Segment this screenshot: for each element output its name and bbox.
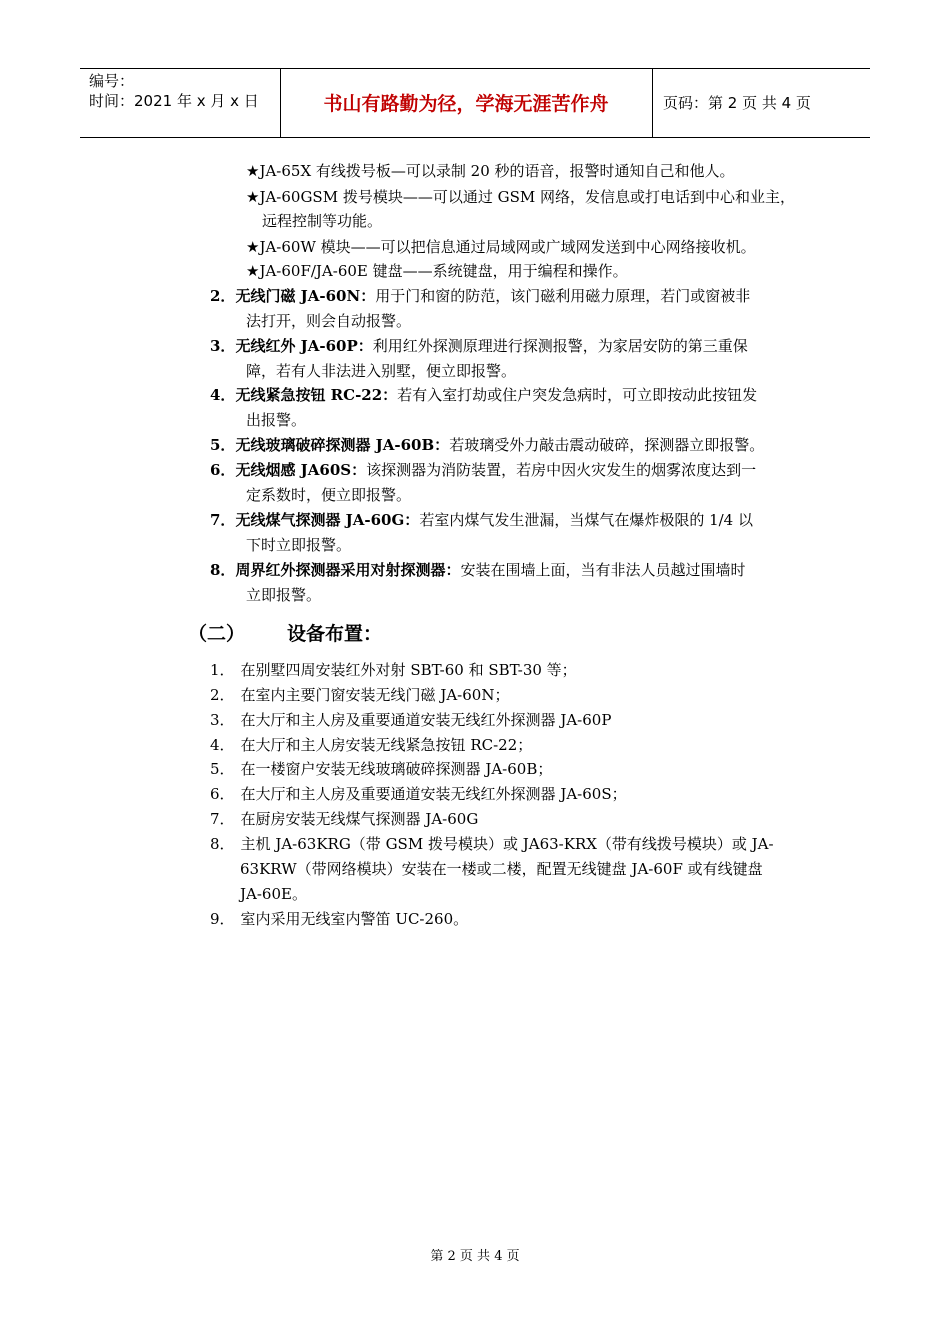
layout-number: 5．	[210, 760, 235, 778]
section-heading	[188, 620, 382, 648]
item-text-cont: 出报警。	[246, 411, 307, 429]
item-text: 用于门和窗的防范，该门磁利用磁力原理，若门或窗被非	[375, 287, 751, 305]
item-title: 无线门磁 JA-60N：	[235, 287, 376, 305]
layout-text: 在大厅和主人房安装无线紧急按钮 RC-22；	[240, 736, 533, 754]
page-footer: 第 2 页 共 4 页	[430, 1249, 520, 1264]
layout-item	[210, 758, 552, 780]
item-title: 无线烟感 JA60S：	[235, 461, 367, 479]
layout-item	[210, 659, 577, 681]
layout-item	[210, 833, 774, 855]
header-motto: 书山有路勤为径，学海无涯苦作舟	[323, 93, 609, 115]
layout-item	[210, 684, 509, 706]
layout-number: 7．	[210, 810, 235, 828]
item-number: 3．	[210, 337, 236, 355]
module-line: ★JA-65X 有线拨号板—可以录制 20 秒的语音，报警时通知自己和他人。	[246, 162, 735, 180]
item-text: 利用红外探测原理进行探测报警，为家居安防的第三重保	[372, 337, 748, 355]
list-item	[210, 434, 764, 456]
module-line: ★JA-60W 模块——可以把信息通过局域网或广域网发送到中心网络接收机。	[246, 238, 756, 256]
number-label: 编号：	[89, 72, 135, 90]
layout-item	[210, 808, 478, 830]
item-number: 2．	[210, 287, 236, 305]
layout-item	[210, 734, 532, 756]
item-number: 4．	[210, 386, 236, 404]
layout-item	[210, 783, 627, 805]
item-title: 无线煤气探测器 JA-60G：	[235, 511, 420, 529]
layout-number: 8．	[210, 835, 235, 853]
section-number: （二）	[188, 623, 246, 645]
layout-text: 在大厅和主人房及重要通道安装无线红外探测器 JA-60S；	[240, 785, 627, 803]
section-title: 设备布置：	[287, 623, 383, 645]
layout-number: 9．	[210, 910, 235, 928]
item-text-cont: 定系数时，便立即报警。	[246, 486, 412, 504]
list-item	[210, 335, 748, 357]
module-line: ★JA-60GSM 拨号模块——可以通过 GSM 网络，发信息或打电话到中心和业主，	[246, 188, 795, 206]
item-text: 若有入室打劫或住户突发急病时，可立即按动此按钮发	[397, 386, 758, 404]
layout-number: 2．	[210, 686, 235, 704]
list-item	[210, 559, 745, 581]
layout-text: 主机 JA-63KRG（带 GSM 拨号模块）或 JA63-KRX（带有线拨号模块）或 JA-	[240, 835, 774, 853]
layout-item	[210, 709, 611, 731]
item-text-cont: 法打开，则会自动报警。	[246, 312, 412, 330]
item-title: 周界红外探测器采用对射探测器：	[235, 561, 461, 579]
layout-text: 在别墅四周安装红外对射 SBT-60 和 SBT-30 等；	[240, 661, 577, 679]
item-number: 6．	[210, 461, 236, 479]
header-page-label: 页码：第 2 页 共 4 页	[663, 94, 811, 112]
item-title: 无线玻璃破碎探测器 JA-60B：	[235, 436, 450, 454]
layout-text: 在大厅和主人房及重要通道安装无线红外探测器 JA-60P	[240, 711, 612, 729]
item-text: 该探测器为消防装置，若房中因火灾发生的烟雾浓度达到一	[366, 461, 757, 479]
layout-text: 在一楼窗户安装无线玻璃破碎探测器 JA-60B；	[240, 760, 553, 778]
layout-number: 4．	[210, 736, 235, 754]
layout-text: 在厨房安装无线煤气探测器 JA-60G	[240, 810, 479, 828]
item-text: 安装在围墙上面，当有非法人员越过围墙时	[460, 561, 746, 579]
item-text: 若室内煤气发生泄漏，当煤气在爆炸极限的 1/4 以	[419, 511, 753, 529]
layout-item	[210, 908, 468, 930]
module-line: 远程控制等功能。	[262, 212, 383, 230]
layout-number: 6．	[210, 785, 235, 803]
item-text-cont: 立即报警。	[246, 586, 322, 604]
item-text-cont: 下时立即报警。	[246, 536, 352, 554]
layout-text: 室内采用无线室内警笛 UC-260。	[240, 910, 469, 928]
header-page-cell	[653, 69, 870, 137]
item-text: 若玻璃受外力敲击震动破碎，探测器立即报警。	[449, 436, 765, 454]
item-text-cont: 障，若有人非法进入别墅，便立即报警。	[246, 362, 517, 380]
layout-text-cont: JA-60E。	[240, 885, 307, 903]
page-header	[80, 68, 870, 138]
module-line: ★JA-60F/JA-60E 键盘——系统键盘，用于编程和操作。	[246, 262, 628, 280]
item-number: 5．	[210, 436, 236, 454]
item-number: 8．	[210, 561, 236, 579]
layout-number: 3．	[210, 711, 235, 729]
list-item	[210, 459, 756, 481]
layout-text-cont: 63KRW（带网络模块）安装在一楼或二楼，配置无线键盘 JA-60F 或有线键盘	[240, 860, 763, 878]
time-label: 时间：2021 年 x 月 x 日	[89, 92, 259, 110]
list-item	[210, 509, 753, 531]
list-item	[210, 285, 750, 307]
header-meta	[80, 69, 281, 137]
item-title: 无线红外 JA-60P：	[235, 337, 373, 355]
item-number: 7．	[210, 511, 236, 529]
list-item	[210, 384, 757, 406]
layout-text: 在室内主要门窗安装无线门磁 JA-60N；	[240, 686, 510, 704]
header-motto-cell	[280, 69, 653, 137]
item-title: 无线紧急按钮 RC-22：	[235, 386, 398, 404]
layout-number: 1．	[210, 661, 235, 679]
